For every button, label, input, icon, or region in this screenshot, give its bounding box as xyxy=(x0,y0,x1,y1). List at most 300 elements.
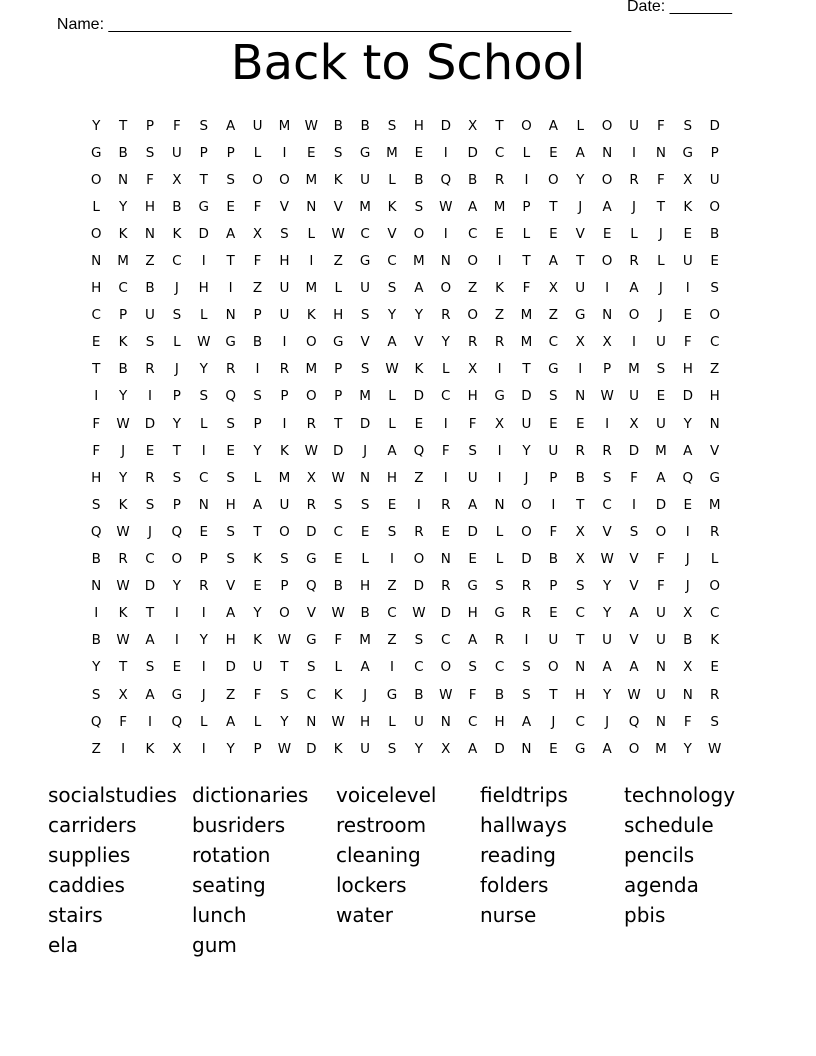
grid-letter: I xyxy=(443,225,449,242)
grid-letter: I xyxy=(282,334,287,351)
grid-letter: E xyxy=(333,551,343,568)
grid-letter: L xyxy=(253,144,262,161)
grid-letter: P xyxy=(603,361,612,378)
grid-row xyxy=(83,491,728,518)
grid-letter: P xyxy=(119,307,128,324)
grid-letter: T xyxy=(656,198,666,215)
grid-letter: S xyxy=(575,578,586,595)
grid-letter: L xyxy=(388,415,397,432)
grid-letter: F xyxy=(253,198,262,215)
grid-letter: E xyxy=(253,578,263,595)
grid-letter: F xyxy=(657,551,666,568)
grid-letter: J xyxy=(578,198,583,215)
grid-letter: W xyxy=(439,686,453,703)
grid-letter: I xyxy=(578,361,583,378)
grid-letter: E xyxy=(307,144,317,161)
grid-letter: G xyxy=(467,578,479,595)
grid-letter: A xyxy=(468,198,478,215)
grid-letter: D xyxy=(333,442,344,459)
grid-letter: I xyxy=(201,442,207,459)
grid-letter: D xyxy=(413,578,425,595)
grid-letter: H xyxy=(198,280,210,297)
grid-letter: Z xyxy=(387,578,398,595)
grid-letter: U xyxy=(252,659,263,676)
grid-letter: H xyxy=(360,713,371,730)
grid-letter: E xyxy=(360,523,370,540)
grid-letter: Q xyxy=(171,713,183,730)
grid-letter: V xyxy=(629,578,640,595)
grid-letter: Z xyxy=(468,280,478,297)
grid-letter: Y xyxy=(414,740,424,757)
grid-letter: S xyxy=(91,686,101,703)
grid-letter: W xyxy=(331,225,346,242)
grid-letter: O xyxy=(467,253,479,270)
grid-letter: A xyxy=(548,253,559,270)
grid-letter: L xyxy=(173,334,182,351)
grid-letter: V xyxy=(414,334,424,351)
grid-row xyxy=(83,329,728,356)
grid-letter: K xyxy=(495,280,505,297)
grid-letter: B xyxy=(118,361,129,378)
grid-letter: S xyxy=(226,551,236,568)
grid-letter: F xyxy=(468,686,478,703)
grid-letter: O xyxy=(548,171,560,188)
grid-letter: S xyxy=(280,225,290,242)
grid-letter: U xyxy=(279,280,290,297)
grid-letter: R xyxy=(225,361,236,378)
grid-letter: A xyxy=(656,469,667,486)
grid-letter: V xyxy=(279,198,290,215)
grid-letter: A xyxy=(521,713,532,730)
grid-letter: N xyxy=(521,740,532,757)
grid-letter: O xyxy=(90,171,103,188)
grid-letter: K xyxy=(333,740,344,757)
grid-letter: D xyxy=(306,523,318,540)
grid-letter: V xyxy=(629,632,640,649)
grid-letter: O xyxy=(413,225,425,242)
grid-letter: B xyxy=(414,171,425,188)
grid-letter: Y xyxy=(226,740,236,757)
grid-letter: Y xyxy=(576,171,585,188)
grid-letter: R xyxy=(629,171,640,188)
grid-letter: D xyxy=(655,496,667,513)
grid-letter: B xyxy=(91,551,102,568)
grid-letter: N xyxy=(494,496,506,513)
grid-letter: X xyxy=(306,469,317,486)
grid-letter: U xyxy=(360,740,371,757)
grid-letter: V xyxy=(306,605,317,622)
grid-letter: S xyxy=(199,388,209,405)
grid-letter: X xyxy=(468,361,478,378)
grid-letter: S xyxy=(91,496,101,513)
grid-letter: Q xyxy=(413,442,425,459)
grid-letter: P xyxy=(226,144,236,161)
grid-letter: I xyxy=(524,171,529,188)
grid-letter: U xyxy=(279,496,290,513)
grid-letter: A xyxy=(468,496,478,513)
grid-letter: S xyxy=(360,361,370,378)
grid-letter: G xyxy=(332,334,344,351)
grid-letter: S xyxy=(656,361,666,378)
grid-letter: K xyxy=(253,632,263,649)
grid-letter: F xyxy=(92,415,101,432)
word-list-item: fieldtrips xyxy=(480,783,568,807)
grid-letter: B xyxy=(360,605,371,622)
grid-letter: Y xyxy=(414,307,424,324)
grid-letter: U xyxy=(360,171,371,188)
grid-row xyxy=(83,356,728,383)
grid-letter: J xyxy=(685,578,691,595)
grid-letter: O xyxy=(521,523,533,540)
grid-letter: J xyxy=(524,469,529,486)
grid-letter: F xyxy=(683,713,693,730)
grid-letter: S xyxy=(280,551,290,568)
grid-row xyxy=(83,166,728,193)
grid-letter: A xyxy=(629,659,640,676)
grid-letter: C xyxy=(387,253,398,270)
grid-letter: P xyxy=(199,551,209,568)
grid-letter: K xyxy=(333,686,344,703)
grid-letter: B xyxy=(145,280,156,297)
grid-letter: A xyxy=(226,605,236,622)
grid-letter: I xyxy=(228,280,234,297)
grid-letter: U xyxy=(548,442,559,459)
grid-letter: T xyxy=(172,442,182,459)
grid-letter: O xyxy=(279,171,291,188)
grid-letter: F xyxy=(146,171,155,188)
grid-letter: G xyxy=(306,551,318,568)
grid-letter: S xyxy=(253,388,263,405)
grid-letter: R xyxy=(279,361,290,378)
grid-letter: T xyxy=(522,253,532,270)
grid-letter: I xyxy=(632,144,637,161)
grid-letter: O xyxy=(440,280,452,297)
grid-letter: Y xyxy=(172,578,182,595)
word-list-item: folders xyxy=(480,873,549,897)
grid-letter: U xyxy=(655,686,667,703)
grid-letter: N xyxy=(602,307,613,324)
grid-row xyxy=(83,220,728,247)
grid-row xyxy=(83,708,728,735)
grid-letter: U xyxy=(709,171,721,188)
grid-letter: L xyxy=(442,361,451,378)
grid-letter: C xyxy=(333,523,344,540)
grid-letter: B xyxy=(172,198,182,215)
grid-letter: W xyxy=(116,632,131,649)
grid-letter: G xyxy=(574,740,586,757)
grid-letter: E xyxy=(683,307,693,324)
grid-letter: A xyxy=(629,280,640,297)
grid-letter: M xyxy=(655,740,668,757)
grid-letter: T xyxy=(145,605,155,622)
grid-letter: N xyxy=(575,388,586,405)
grid-letter: R xyxy=(494,632,505,649)
grid-letter: O xyxy=(709,578,721,595)
grid-letter: A xyxy=(414,280,424,297)
grid-row xyxy=(83,383,728,410)
grid-letter: I xyxy=(147,388,153,405)
grid-row xyxy=(83,193,728,220)
grid-letter: D xyxy=(467,523,479,540)
word-list-item: socialstudies xyxy=(48,783,177,807)
grid-letter: I xyxy=(632,496,637,513)
grid-row xyxy=(83,518,728,545)
grid-letter: M xyxy=(413,253,426,270)
grid-letter: O xyxy=(279,605,291,622)
grid-letter: L xyxy=(199,307,209,324)
grid-letter: A xyxy=(602,659,613,676)
grid-letter: O xyxy=(548,659,560,676)
grid-letter: L xyxy=(334,659,343,676)
grid-letter: B xyxy=(333,578,344,595)
grid-letter: I xyxy=(94,605,99,622)
grid-letter: T xyxy=(199,171,209,188)
grid-row xyxy=(83,139,728,166)
grid-letter: C xyxy=(709,334,720,351)
grid-letter: L xyxy=(657,253,666,270)
grid-letter: J xyxy=(605,713,610,730)
grid-letter: A xyxy=(252,496,263,513)
grid-letter: F xyxy=(630,469,639,486)
grid-letter: A xyxy=(387,442,398,459)
grid-row xyxy=(83,112,728,139)
grid-letter: U xyxy=(413,713,425,730)
grid-letter: F xyxy=(92,442,101,459)
grid-letter: R xyxy=(199,578,209,595)
grid-letter: Q xyxy=(171,523,183,540)
grid-letter: W xyxy=(331,713,346,730)
grid-letter: D xyxy=(440,605,452,622)
grid-letter: S xyxy=(710,280,720,297)
grid-letter: E xyxy=(172,659,182,676)
grid-letter: J xyxy=(658,307,664,324)
grid-letter: Q xyxy=(440,171,452,188)
grid-letter: W xyxy=(116,415,131,432)
grid-letter: I xyxy=(605,280,610,297)
grid-letter: F xyxy=(549,523,558,540)
grid-letter: R xyxy=(145,469,156,486)
grid-letter: W xyxy=(600,551,615,568)
word-list-item: lockers xyxy=(336,873,407,897)
grid-letter: L xyxy=(522,144,531,161)
grid-letter: Y xyxy=(118,469,128,486)
grid-letter: N xyxy=(440,551,452,568)
grid-letter: A xyxy=(602,740,613,757)
grid-letter: L xyxy=(388,171,397,188)
grid-letter: U xyxy=(360,280,371,297)
grid-letter: N xyxy=(682,686,694,703)
grid-letter: C xyxy=(306,686,317,703)
grid-letter: Q xyxy=(306,578,318,595)
grid-letter: E xyxy=(145,442,155,459)
grid-letter: C xyxy=(199,469,209,486)
grid-letter: G xyxy=(90,144,102,161)
grid-letter: V xyxy=(387,225,398,242)
grid-letter: V xyxy=(333,198,344,215)
grid-letter: C xyxy=(172,253,183,270)
grid-letter: I xyxy=(94,388,99,405)
grid-letter: O xyxy=(306,388,318,405)
grid-letter: M xyxy=(708,496,721,513)
grid-letter: C xyxy=(494,144,505,161)
grid-letter: M xyxy=(305,361,318,378)
grid-letter: K xyxy=(333,171,344,188)
grid-letter: W xyxy=(304,442,319,459)
grid-letter: O xyxy=(467,307,479,324)
grid-letter: I xyxy=(497,253,503,270)
grid-letter: N xyxy=(91,578,102,595)
grid-letter: K xyxy=(145,740,155,757)
grid-letter: P xyxy=(199,144,209,161)
grid-letter: T xyxy=(549,686,558,703)
grid-letter: Y xyxy=(92,659,101,676)
grid-row xyxy=(83,573,728,600)
grid-letter: U xyxy=(602,632,613,649)
grid-letter: C xyxy=(145,551,156,568)
grid-letter: N xyxy=(91,253,102,270)
grid-letter: S xyxy=(145,334,155,351)
grid-letter: A xyxy=(226,117,236,134)
grid-letter: N xyxy=(709,415,721,432)
grid-letter: M xyxy=(359,632,372,649)
grid-letter: T xyxy=(576,632,585,649)
grid-letter: I xyxy=(282,144,287,161)
grid-letter: P xyxy=(710,144,720,161)
grid-letter: E xyxy=(226,198,236,215)
grid-letter: J xyxy=(658,225,664,242)
grid-letter: E xyxy=(575,415,585,432)
grid-letter: Y xyxy=(387,307,397,324)
grid-letter: M xyxy=(359,198,372,215)
grid-letter: T xyxy=(576,253,585,270)
grid-letter: G xyxy=(306,632,318,649)
grid-letter: T xyxy=(495,117,505,134)
grid-letter: U xyxy=(655,605,667,622)
grid-letter: V xyxy=(575,225,586,242)
grid-letter: H xyxy=(225,496,237,513)
grid-letter: F xyxy=(468,415,478,432)
grid-letter: B xyxy=(468,171,478,188)
grid-letter: C xyxy=(118,280,129,297)
grid-letter: L xyxy=(495,523,504,540)
word-list-item: restroom xyxy=(336,813,427,837)
grid-letter: S xyxy=(602,469,612,486)
grid-row xyxy=(83,546,728,573)
grid-letter: E xyxy=(710,659,720,676)
grid-letter: L xyxy=(307,225,316,242)
grid-letter: R xyxy=(575,442,586,459)
word-list-item: technology xyxy=(624,783,736,807)
grid-letter: O xyxy=(521,117,533,134)
grid-letter: D xyxy=(467,144,479,161)
grid-letter: Y xyxy=(118,198,128,215)
grid-letter: K xyxy=(414,361,424,378)
grid-letter: A xyxy=(575,144,586,161)
grid-letter: G xyxy=(494,388,506,405)
grid-letter: R xyxy=(494,171,505,188)
grid-letter: E xyxy=(710,253,720,270)
grid-letter: C xyxy=(548,334,559,351)
grid-letter: J xyxy=(174,280,180,297)
grid-row xyxy=(83,302,728,329)
grid-letter: M xyxy=(117,253,130,270)
grid-letter: E xyxy=(468,551,478,568)
word-list-item: hallways xyxy=(480,813,567,837)
grid-letter: Y xyxy=(199,361,209,378)
grid-letter: S xyxy=(145,496,155,513)
grid-letter: H xyxy=(467,388,479,405)
grid-letter: O xyxy=(709,307,721,324)
grid-letter: T xyxy=(92,361,101,378)
grid-letter: I xyxy=(201,605,207,622)
grid-letter: S xyxy=(226,415,236,432)
grid-letter: Y xyxy=(683,415,693,432)
grid-letter: W xyxy=(600,388,615,405)
grid-letter: X xyxy=(172,171,182,188)
grid-letter: T xyxy=(118,659,128,676)
word-list-item: carriders xyxy=(48,813,137,837)
grid-letter: J xyxy=(121,442,126,459)
grid-letter: B xyxy=(333,117,344,134)
grid-letter: J xyxy=(147,523,153,540)
grid-row xyxy=(83,247,728,274)
grid-letter: E xyxy=(91,334,101,351)
grid-letter: N xyxy=(198,496,210,513)
grid-letter: A xyxy=(468,740,478,757)
grid-letter: R xyxy=(521,578,532,595)
grid-letter: U xyxy=(655,632,667,649)
grid-letter: F xyxy=(172,117,182,134)
grid-letter: S xyxy=(683,117,693,134)
grid-letter: E xyxy=(549,225,559,242)
grid-letter: S xyxy=(468,442,478,459)
grid-letter: B xyxy=(575,469,586,486)
grid-letter: G xyxy=(225,334,237,351)
grid-letter: M xyxy=(493,198,506,215)
grid-letter: C xyxy=(414,659,425,676)
grid-letter: Z xyxy=(414,469,424,486)
grid-letter: L xyxy=(253,713,262,730)
word-list-item: water xyxy=(336,903,393,927)
grid-letter: X xyxy=(468,117,478,134)
grid-letter: I xyxy=(309,253,314,270)
grid-letter: H xyxy=(386,469,398,486)
grid-letter: F xyxy=(119,713,128,730)
grid-letter: S xyxy=(710,713,720,730)
grid-letter: Z xyxy=(226,686,236,703)
grid-letter: H xyxy=(467,605,479,622)
grid-letter: X xyxy=(118,686,129,703)
grid-letter: K xyxy=(172,225,182,242)
grid-letter: Q xyxy=(225,388,237,405)
word-list-item: nurse xyxy=(480,903,537,927)
grid-letter: A xyxy=(387,334,398,351)
grid-letter: S xyxy=(307,659,317,676)
grid-letter: C xyxy=(467,713,478,730)
grid-letter: I xyxy=(201,253,207,270)
grid-letter: T xyxy=(253,523,263,540)
grid-letter: N xyxy=(440,253,452,270)
grid-letter: E xyxy=(683,225,693,242)
page-title: Back to School xyxy=(230,35,586,91)
grid-letter: P xyxy=(172,496,182,513)
grid-letter: S xyxy=(387,280,397,297)
grid-letter: X xyxy=(629,415,640,432)
grid-letter: C xyxy=(709,605,720,622)
grid-letter: Y xyxy=(683,740,693,757)
grid-letter: L xyxy=(334,280,343,297)
word-list-item: pencils xyxy=(624,843,695,867)
